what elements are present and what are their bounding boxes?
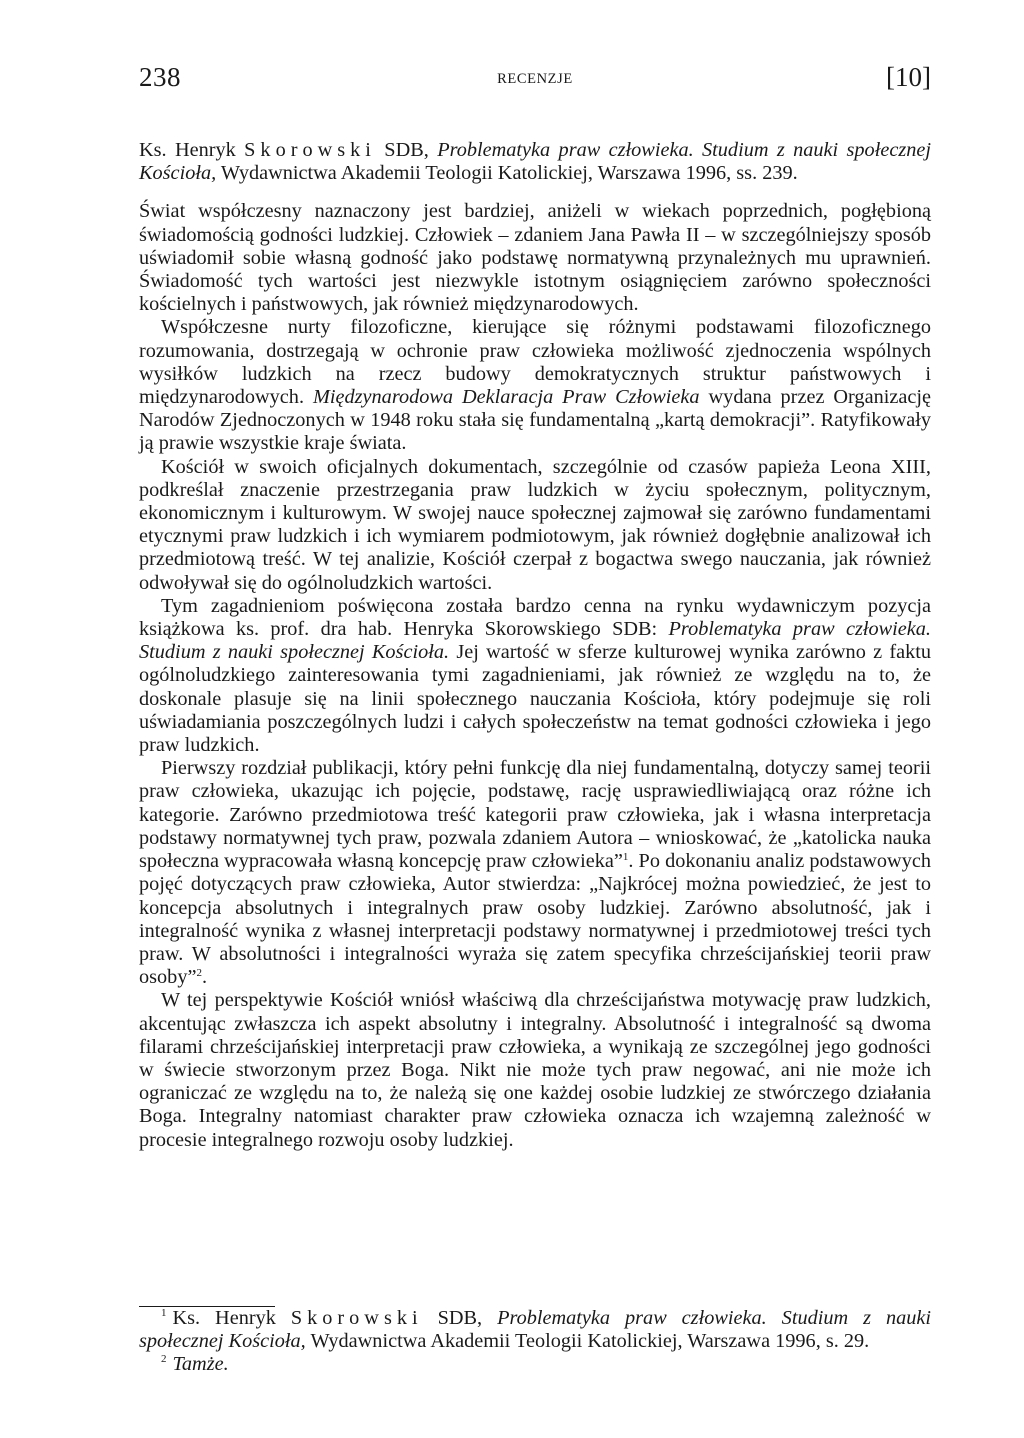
- footnote-1-surname: Skorowski: [290, 1307, 423, 1329]
- footnotes-list: [139, 1307, 931, 1377]
- paragraph-5-text-a: Pierwszy rozdział publikacji, który pełni funkcję dla niej fundamentalną, dotyczy samej teorii praw człowieka, ukazując ich pojęcie, podstawę, rację usprawiedliwiającą oraz różne ich kategorie. Zarówno przedmiotowa treść kategorii praw człowieka, jak i własna interpretacja podstawy normatywnej tych praw, pozwala zdaniem Autora – wnioskować, że „katolicka nauka społeczna wypracowała własną koncepcję praw człowieka”: [139, 757, 931, 873]
- review-content: [139, 139, 931, 1152]
- footnote-2-mark: 2: [161, 1353, 167, 1366]
- footnote-1-after: SDB,: [422, 1307, 498, 1329]
- paragraph-5-text-b: . Po dokonaniu analiz podstawowych pojęć dotyczących praw człowieka, Autor stwierdza: „Najkrócej można powiedzieć, że jest to koncepcja absolutnych i integralnych praw osoby ludzkiej. Zarówno absolutność, jak i integralność wynika z własnej interpretacji podstawy normatywnej i przedmiotowej treści tych praw. W absolutności i integralności wyraża się zatem specyfika chrześcijańskiej teorii praw osoby”: [139, 850, 931, 989]
- page-header: [139, 62, 931, 102]
- paragraph-4: [139, 595, 931, 757]
- running-head: RECENZJE: [497, 71, 573, 87]
- review-body: [139, 200, 931, 1151]
- footnote-1-title: Problematyka praw człowieka. Studium z nauki społecznej Kościoła,: [139, 1307, 932, 1353]
- paragraph-5: [139, 757, 931, 989]
- page-number: 238: [139, 62, 181, 92]
- paragraph-2-text-b: wydana przez Organizację Narodów Zjednoczonych w 1948 roku stała się fundamentalną „kartą demokracji”. Ratyfikowały ją prawie wszystkie kraje świata.: [139, 386, 931, 455]
- paragraph-2-text-a: Współczesne nurty filozoficzne, kierujące się różnymi podstawami filozoficznego rozumowania, dostrzegają w ochronie praw człowieka możliwość zjednoczenia wspólnych wysiłków ludzkich na rzecz budowy demokratycznych struktur państwowych i międzynarodowych.: [139, 316, 931, 409]
- footnote-1-rest: Wydawnictwa Akademii Teologii Katolickiej, Warszawa 1996, s. 29.: [305, 1330, 870, 1353]
- footnote-2: [139, 1353, 931, 1376]
- book-citation: [139, 139, 931, 185]
- footnote-2-text: Tamże.: [172, 1353, 229, 1376]
- citation-after-surname: SDB,: [375, 139, 438, 161]
- paragraph-3: Kościół w swoich oficjalnych dokumentach, szczególnie od czasów papieża Leona XIII, podkreślał znaczenie przestrzegania praw ludzkich w życiu społecznym, politycznym, ekonomicznym i kulturowym. W swojej nauce społecznej zajmował się zarówno fundamentami etycznymi praw ludzkich i ich wymiarem podmiotowym, jak również dogłębnie analizował ich przedmiotową treść. W tej analizie, Kościół czerpał z bogactwa swego nauczania, jak również odwoływał się do ogólnoludzkich wartości.: [139, 455, 931, 594]
- book-title: Problematyka praw człowieka. Studium z nauki społecznej Kościoła,: [139, 139, 932, 185]
- paragraph-4-text-a: Tym zagadnieniom poświęcona została bardzo cenna na rynku wydawniczym pozycja książkowa ks. prof. dra hab. Henryka Skorowskiego SDB:: [139, 594, 931, 641]
- paragraph-1: Świat współczesny naznaczony jest bardziej, aniżeli w wiekach poprzednich, pogłębioną świadomością godności ludzkiej. Człowiek – zdaniem Jana Pawła II – w szczególniejszy sposób uświadomił sobie własną godność jako podstawę normatywną przynależnych mu uprawnień. Świadomość tych wartości jest niezwykle istotnym osiągnięciem zarówno społeczności kościelnych i państwowych, jak również międzynarodowych.: [139, 200, 931, 316]
- citation-publisher: Wydawnictwa Akademii Teologii Katolickiej, Warszawa 1996, ss. 239.: [216, 162, 798, 185]
- paragraph-2: [139, 316, 931, 455]
- author-surname: Skorowski: [244, 139, 376, 161]
- paragraph-6: W tej perspektywie Kościół wniósł właściwą dla chrześcijaństwa motywację praw ludzkich, akcentując zwłaszcza ich aspekt absolutny i integralny. Absolutność i integralność są dwoma filarami chrześcijańskiej interpretacji praw człowieka, a wynikają ze szczególnej jego godności w świecie stworzonym przez Boga. Nikt nie może tych praw negować, ani nie może ich ograniczać ze względu na to, że należą się one każdej osobie ludzkiej ze stwórczego działania Boga. Integralny natomiast charakter praw człowieka oznacza ich wzajemną zależność w procesie integralnego rozwoju osoby ludzkiej.: [139, 989, 931, 1151]
- declaration-title: Międzynarodowa Deklaracja Praw Człowieka: [312, 386, 700, 409]
- footnote-1-prefix: Ks. Henryk: [172, 1307, 291, 1329]
- footnote-1-mark: 1: [161, 1307, 167, 1319]
- citation-prefix: Ks. Henryk: [139, 139, 245, 161]
- footnote-ref-2: 2: [196, 967, 202, 980]
- paragraph-4-text-b: Jej wartość w sferze kulturowej wynika zarówno z faktu ogólnoludzkiego zainteresowania tymi zagadnieniami, jak również ze względu na to, że doskonale plasuje się na linii społecznego nauczania Kościoła, który podejmuje się roli uświadamiania poszczególnych ludzi i całych społeczeństw na temat godności człowieka i jego praw ludzkich.: [139, 641, 931, 757]
- footnote-1: [139, 1307, 931, 1353]
- footnote-ref-1: 1: [622, 851, 629, 864]
- book-title-inline: Problematyka praw człowieka. Studium z nauki społecznej Kościoła.: [139, 618, 931, 664]
- issue-number: [10]: [886, 62, 931, 92]
- paragraph-5-text-c: .: [201, 966, 208, 989]
